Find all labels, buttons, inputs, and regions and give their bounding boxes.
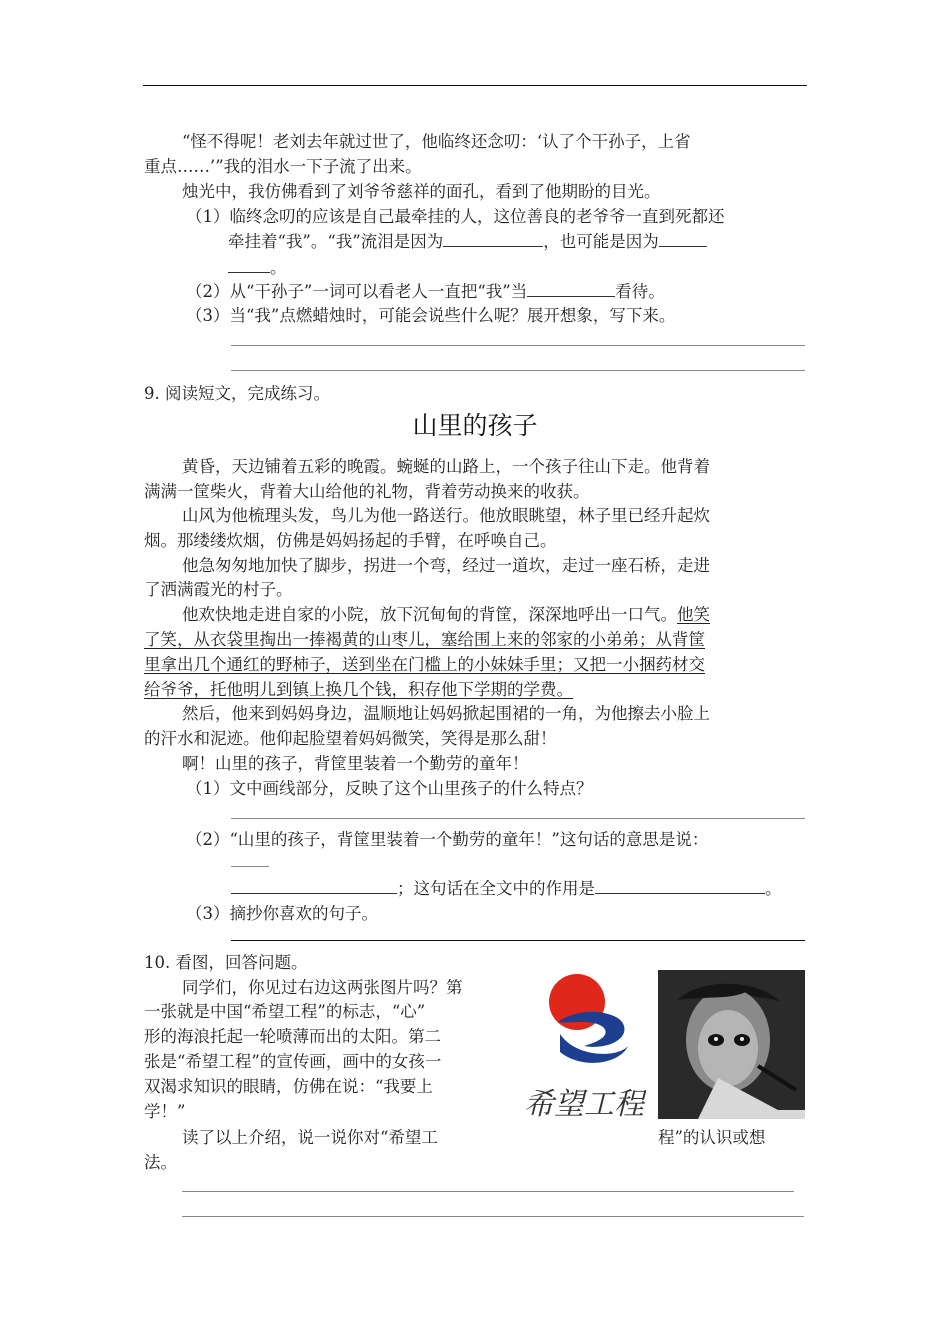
q8-subquestion-1-end — [228, 254, 287, 278]
q9-subquestion-3: （3）摘抄你喜欢的句子。 — [186, 904, 378, 923]
answer-line[interactable] — [231, 345, 805, 346]
passage-line: 烟。那缕缕炊烟，仿佛是妈妈扬起的手臂，在呼唤自己。 — [144, 531, 557, 550]
underlined-text: 他笑 — [677, 605, 710, 624]
passage-line: 黄昏，天边铺着五彩的晚霞。蜿蜒的山路上，一个孩子往山下走。他背着 — [182, 457, 710, 476]
answer-line[interactable] — [182, 1191, 794, 1192]
q9-subquestion-2-cont — [231, 875, 782, 899]
underlined-passage-line: 给爷爷，托他明儿到镇上换几个钱，积存他下学期的学费。 — [144, 680, 573, 699]
q10-text-line: 形的海浪托起一轮喷薄而出的太阳。第二 — [144, 1027, 441, 1046]
q8-paragraph-line: “怪不得呢！老刘去年就过世了，他临终还念叨：‘认了个干孙子，上省 — [182, 132, 691, 151]
passage-text: 他欢快地走进自家的小院，放下沉甸甸的背筐，深深地呼出一口气。 — [182, 605, 677, 624]
q10-text-line: 张是“希望工程”的宣传画，画中的女孩一 — [144, 1052, 442, 1071]
q10-heading: 10. 看图，回答问题。 — [144, 953, 308, 972]
q9-sub2-text: ；这句话在全文中的作用是 — [397, 879, 595, 898]
q9-subquestion-1: （1）文中画线部分，反映了这个山里孩子的什么特点？ — [186, 779, 593, 798]
poster-image — [658, 970, 805, 1119]
answer-blank[interactable] — [228, 271, 270, 273]
passage-line: 满满一筐柴火，背着大山给他的礼物，背着劳动换来的收获。 — [144, 482, 590, 501]
q9-subquestion-2: （2）“山里的孩子，背筐里装着一个勤劳的童年！”这句话的意思是说： — [186, 830, 709, 849]
q8-sub2-text: 看待。 — [615, 282, 665, 301]
q10-text-line: 一张就是中国“希望工程”的标志，“心” — [144, 1002, 426, 1021]
q9-heading: 9. 阅读短文，完成练习。 — [144, 384, 330, 403]
q8-subquestion-3: （3）当“我”点燃蜡烛时，可能会说些什么呢？展开想象，写下来。 — [186, 306, 676, 325]
q10-text-line: 同学们，你见过右边这两张图片吗？第 — [182, 978, 463, 997]
q8-sub1-text: ，也可能是因为 — [543, 232, 659, 251]
passage-title: 山里的孩子 — [412, 411, 538, 440]
passage-line — [182, 601, 710, 625]
passage-line: 山风为他梳理头发，鸟儿为他一路送行。他放眼眺望，林子里已经升起炊 — [182, 506, 710, 525]
q8-subquestion-1: （1）临终念叨的应该是自己最牵挂的人，这位善良的老爷爷一直到死都还 — [186, 207, 725, 226]
q10-text-line: 程”的认识或想 — [658, 1128, 766, 1147]
q10-text-line: 法。 — [144, 1153, 177, 1172]
passage-line: 啊！山里的孩子，背筐里装着一个勤劳的童年！ — [182, 754, 529, 773]
answer-blank[interactable] — [231, 866, 269, 867]
hope-project-poster-photo — [658, 970, 805, 1119]
answer-line[interactable] — [231, 940, 805, 941]
q10-text-line: 双渴求知识的眼睛，仿佛在说：“我要上 — [144, 1077, 433, 1096]
header-rule — [143, 85, 807, 86]
q8-paragraph-line: 烛光中，我仿佛看到了刘爷爷慈祥的面孔，看到了他期盼的目光。 — [182, 182, 661, 201]
q8-subquestion-2 — [186, 278, 665, 302]
passage-line: 了洒满霞光的村子。 — [144, 580, 293, 599]
answer-blank[interactable] — [659, 245, 707, 247]
underlined-passage-line: 里拿出几个通红的野柿子，送到坐在门槛上的小妹妹手里；又把一小捆药材交 — [144, 655, 705, 674]
answer-blank[interactable] — [443, 245, 543, 247]
answer-line[interactable] — [231, 370, 805, 371]
q9-sub2-text: 。 — [765, 879, 782, 898]
underlined-passage-line: 了笑，从衣袋里掏出一捧褐黄的山枣儿，塞给围上来的邻家的小弟弟；从背筐 — [144, 630, 705, 649]
q10-text-line: 学！” — [144, 1102, 186, 1121]
q8-subquestion-1-cont — [228, 228, 707, 252]
q8-sub1-text: 牵挂着“我”。“我”流泪是因为 — [228, 232, 444, 251]
answer-line[interactable] — [182, 1216, 804, 1217]
wave-icon — [558, 1012, 624, 1047]
logo-calligraphy: 希望工程 — [524, 1087, 644, 1122]
q8-paragraph-line: 重点……’”我的泪水一下子流了出来。 — [144, 157, 422, 176]
answer-blank[interactable] — [595, 892, 765, 894]
answer-line[interactable] — [231, 818, 805, 819]
q10-text-line: 读了以上介绍，说一说你对“希望工 — [182, 1128, 438, 1147]
passage-line: 然后，他来到妈妈身边，温顺地让妈妈掀起围裙的一角，为他擦去小脸上 — [182, 704, 710, 723]
logo-graphic — [520, 966, 646, 1122]
passage-line: 他急匆匆地加快了脚步，拐进一个弯，经过一道坎，走过一座石桥，走进 — [182, 556, 710, 575]
answer-blank[interactable] — [231, 892, 397, 894]
passage-line: 的汗水和泥迹。他仰起脸望着妈妈微笑，笑得是那么甜！ — [144, 729, 557, 748]
hope-project-logo — [520, 966, 646, 1122]
answer-blank[interactable] — [527, 295, 615, 297]
q8-sub2-text: （2）从“干孙子”一词可以看老人一直把“我”当 — [186, 282, 528, 301]
q8-sub1-text: 。 — [270, 258, 287, 277]
